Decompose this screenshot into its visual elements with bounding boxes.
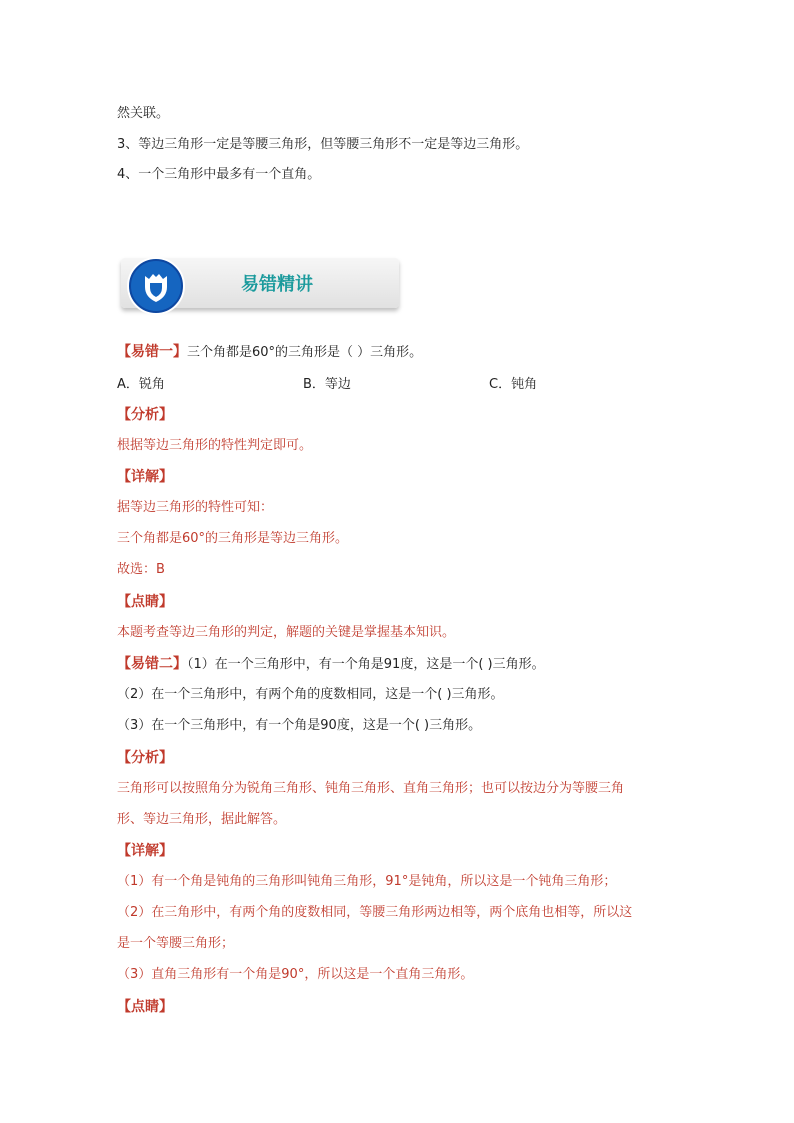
detail-label: 【详解】 — [117, 469, 173, 485]
text-line: 4、一个三角形中最多有一个直角。 — [117, 167, 321, 182]
analysis-label: 【分析】 — [117, 407, 173, 423]
analysis-text: 形、等边三角形，据此解答。 — [117, 812, 287, 827]
detail-label: 【详解】 — [117, 843, 173, 859]
detail-text: 据等边三角形的特性可知： — [117, 500, 274, 515]
detail-text: （1）有一个角是钝角的三角形叫钝角三角形，91°是钝角，所以这是一个钝角三角形； — [117, 874, 617, 889]
analysis-label: 【分析】 — [117, 750, 173, 766]
analysis-text: 根据等边三角形的特性判定即可。 — [117, 438, 313, 453]
detail-text: （3）直角三角形有一个角是90°，所以这是一个直角三角形。 — [117, 967, 474, 982]
comment-label: 【点睛】 — [117, 594, 173, 610]
comment-label: 【点睛】 — [117, 999, 173, 1015]
text-line: 3、等边三角形一定是等腰三角形，但等腰三角形不一定是等边三角形。 — [117, 137, 529, 152]
shield-icon — [125, 255, 187, 317]
question-stem: （2）在一个三角形中，有两个角的度数相同，这是一个( )三角形。 — [117, 687, 504, 702]
question-stem: 三个角都是60°的三角形是（ ）三角形。 — [187, 345, 423, 360]
option-b: B．等边 — [303, 377, 351, 392]
analysis-text: 三角形可以按照角分为锐角三角形、钝角三角形、直角三角形；也可以按边分为等腰三角 — [117, 781, 625, 796]
detail-text: （2）在三角形中，有两个角的度数相同，等腰三角形两边相等，两个底角也相等，所以这 — [117, 905, 633, 920]
answer-text: 故选：B — [117, 562, 165, 577]
section-banner-title: 易错精讲 — [241, 274, 313, 295]
option-c: C．钝角 — [489, 377, 538, 392]
text-line: 然关联。 — [117, 106, 170, 121]
question-tag: 【易错二】 — [117, 656, 187, 672]
detail-text: 是一个等腰三角形； — [117, 936, 235, 951]
option-a: A．锐角 — [117, 377, 165, 392]
comment-text: 本题考查等边三角形的判定，解题的关键是掌握基本知识。 — [117, 625, 456, 640]
question-tag: 【易错一】 — [117, 344, 187, 360]
question-stem: （3）在一个三角形中，有一个角是90度，这是一个( )三角形。 — [117, 718, 482, 733]
question-stem: （1）在一个三角形中，有一个角是91度，这是一个( )三角形。 — [187, 657, 545, 672]
detail-text: 三个角都是60°的三角形是等边三角形。 — [117, 531, 349, 546]
